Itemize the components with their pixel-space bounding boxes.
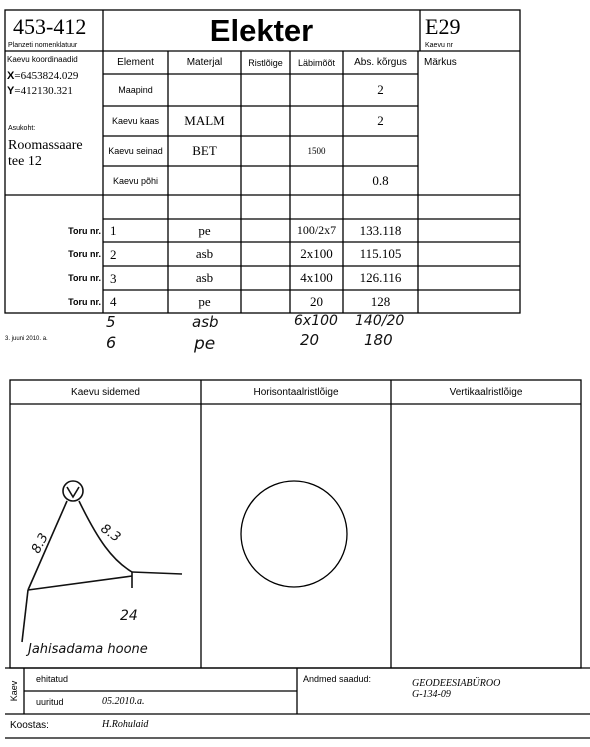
header-diameter: Läbimõõt xyxy=(297,57,336,68)
pipe-number: 4 xyxy=(110,294,117,309)
handwritten-number: 5 xyxy=(106,313,116,331)
pipe-height: 133.118 xyxy=(359,222,402,238)
section-connections-title: Kaevu sidemed xyxy=(71,386,140,398)
y-label: Y xyxy=(7,85,15,97)
abs-height-value: 2 xyxy=(377,82,384,97)
material-value: BET xyxy=(192,143,217,158)
well-number-label: Kaevu nr xyxy=(425,42,454,49)
header-element: Element xyxy=(117,57,154,68)
pipe-diameter: 100/2x7 xyxy=(296,223,337,237)
location-line-2: tee 12 xyxy=(8,154,42,169)
diameter-value: 1500 xyxy=(307,146,326,156)
coordinates-label: Kaevu koordinaadid xyxy=(7,55,78,64)
pipe-label: Toru nr. xyxy=(68,273,101,283)
page-title: Elekter xyxy=(209,12,314,48)
pipe-number: 1 xyxy=(110,223,117,238)
data-from-label: Andmed saadud: xyxy=(303,674,372,684)
well-number: E29 xyxy=(425,14,461,39)
x-value: 6453824.029 xyxy=(20,70,79,82)
handwritten-material: pe xyxy=(194,334,216,354)
sketch-label-bottom: 24 xyxy=(120,608,138,624)
pipe-label: Toru nr. xyxy=(68,296,101,307)
sketch-label-right: 8.3 xyxy=(97,521,124,546)
element-name: Kaevu põhi xyxy=(112,175,159,186)
handwritten-material: asb xyxy=(192,313,219,331)
header-material: Materjal xyxy=(186,57,223,68)
element-name: Kaevu seinad xyxy=(108,146,163,156)
pipe-number: 3 xyxy=(110,271,117,286)
y-value: 412130.321 xyxy=(20,85,73,97)
handwritten-diameter: 6x100 xyxy=(294,313,338,329)
header-remarks: Märkus xyxy=(424,57,457,68)
built-label: ehitatud xyxy=(36,674,69,684)
nomenclature-number: 453-412 xyxy=(13,14,87,39)
abs-height-value: 0.8 xyxy=(372,172,389,188)
pipe-label: Toru nr. xyxy=(68,225,101,236)
data-from-value-1: GEODEESIABÜROO xyxy=(412,678,501,689)
pipe-diameter: 4x100 xyxy=(300,270,333,285)
location-line-1: Roomassaare xyxy=(8,138,83,153)
element-name: Kaevu kaas xyxy=(111,116,160,126)
pipe-height: 128 xyxy=(370,293,391,309)
author-value: H.Rohulaid xyxy=(102,719,149,730)
sketch-label-building: Jahisadama hoone xyxy=(28,642,148,657)
nomenclature-label: Planzeti nomenklatuur xyxy=(8,42,78,49)
pipe-material: pe xyxy=(198,293,211,309)
horizontal-section-circle xyxy=(241,481,347,587)
data-from-value-2: G-134-09 xyxy=(412,689,451,700)
x-coordinate: X=6453824.029 xyxy=(7,70,79,82)
pipe-material: pe xyxy=(198,222,211,238)
pipe-material: asb xyxy=(195,246,214,261)
pipe-number: 2 xyxy=(110,247,117,262)
abs-height-value: 2 xyxy=(377,113,384,128)
material-value: MALM xyxy=(184,113,225,128)
y-coordinate: Y=412130.321 xyxy=(7,85,73,97)
pipe-height: 126.116 xyxy=(359,270,402,285)
pipe-diameter: 20 xyxy=(310,293,323,309)
pipe-height: 115.105 xyxy=(359,246,402,261)
surveyed-label: uuritud xyxy=(36,697,64,707)
connections-sketch xyxy=(22,481,182,642)
surveyed-value: 05.2010.a. xyxy=(102,696,145,707)
header-cross-section: Ristlõige xyxy=(248,57,283,68)
section-vertical-title: Vertikaalristlõige xyxy=(449,386,523,398)
author-label: Koostas: xyxy=(10,720,49,731)
pipe-diameter: 2x100 xyxy=(300,246,333,261)
handwritten-number: 6 xyxy=(106,333,117,352)
x-label: X xyxy=(7,70,15,82)
header-abs-height: Abs. kõrgus xyxy=(354,57,407,68)
element-name: Maapind xyxy=(118,85,153,95)
location-label: Asukoht: xyxy=(8,125,36,132)
handwritten-diameter: 20 xyxy=(300,331,320,349)
handwritten-height: 180 xyxy=(364,331,393,349)
pipe-material: asb xyxy=(195,270,214,285)
footer-side-label: Kaev xyxy=(9,680,19,702)
section-horizontal-title: Horisontaalristlõige xyxy=(253,386,339,398)
handwritten-height: 140/20 xyxy=(355,313,405,329)
pipe-label: Toru nr. xyxy=(68,249,101,259)
date-note: 3. juuni 2010. a. xyxy=(5,336,48,342)
sketch-label-left: 8.3 xyxy=(28,530,52,557)
